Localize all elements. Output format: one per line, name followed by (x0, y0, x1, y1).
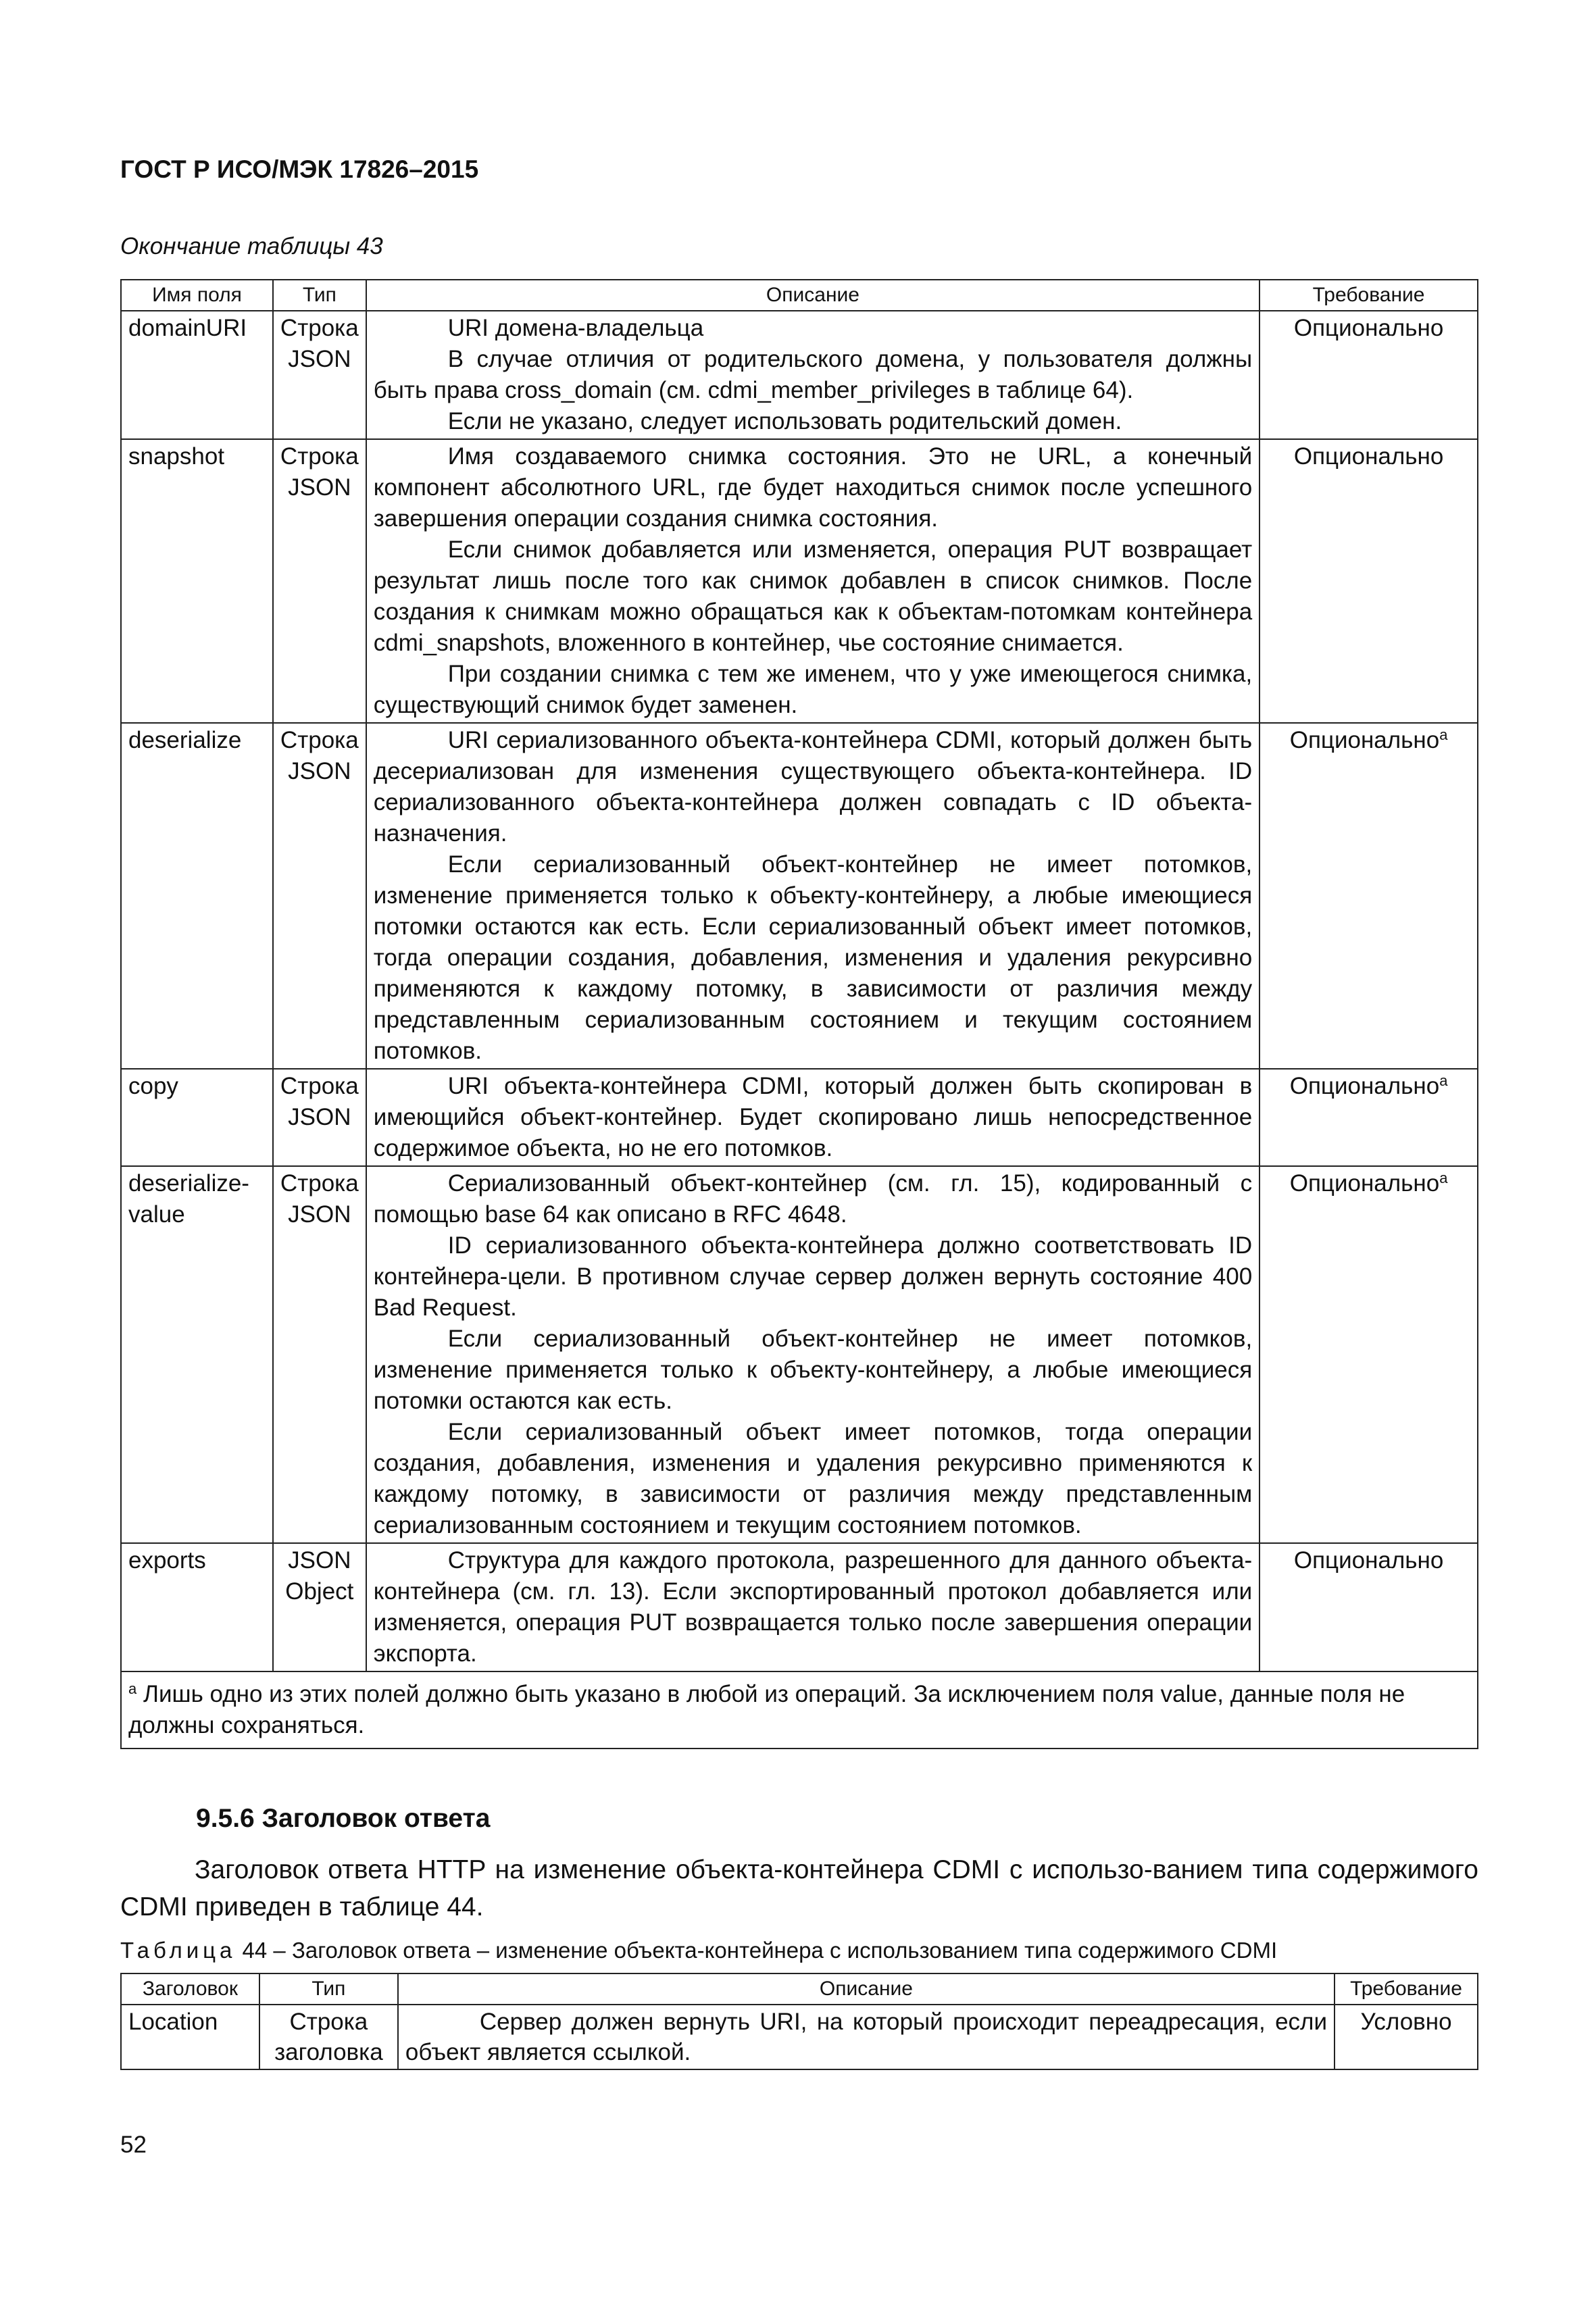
type-line: Строка (280, 315, 359, 341)
type-line: Строка (280, 443, 359, 470)
document-header: ГОСТ Р ИСО/МЭК 17826–2015 (120, 155, 479, 183)
table-footnote (121, 1671, 1478, 1749)
requirement-text: Опционально (1293, 315, 1444, 341)
type-line: Строка (289, 2009, 368, 2035)
field-name-cell: exports (121, 1543, 273, 1671)
requirement-text: Опционально (1293, 1547, 1444, 1574)
table-row (121, 311, 1478, 439)
description-paragraph: В случае отличия от родительского домена, у пользователя должны быть права cross_domain (см. cdmi_member_privileges в таблице 64). (373, 346, 1253, 403)
table-row (121, 1069, 1478, 1166)
table-43-caption: Окончание таблицы 43 (120, 233, 383, 259)
requirement-cell (1260, 723, 1478, 1069)
type-line: JSON (288, 1104, 351, 1130)
type-cell (273, 723, 366, 1069)
column-header: Требование (1260, 280, 1478, 311)
section-heading: 9.5.6 Заголовок ответа (196, 1804, 491, 1833)
column-header: Заголовок (121, 1973, 259, 2005)
column-header: Описание (398, 1973, 1335, 2005)
column-header: Описание (366, 280, 1260, 311)
type-line: заголовка (274, 2039, 383, 2065)
field-name-cell: deserialize (121, 723, 273, 1069)
table-row (121, 723, 1478, 1069)
requirement-cell (1260, 439, 1478, 723)
requirement-text: Опционально (1289, 727, 1440, 753)
type-line: JSON (288, 474, 351, 501)
type-line: JSON (288, 758, 351, 784)
type-line: Object (285, 1578, 354, 1605)
table-row (121, 1543, 1478, 1671)
footnote-row (121, 1671, 1478, 1749)
description-paragraph: Если сериализованный объект-контейнер не имеет потомков, изменение применяется только к объекту-контейнеру, а любые имеющиеся потомки остаются как есть. (373, 1326, 1253, 1414)
field-name-cell: domainURI (121, 311, 273, 439)
description-cell (366, 311, 1260, 439)
table-43 (120, 279, 1478, 1749)
description-paragraph: Структура для каждого протокола, разрешенного для данного объекта-контейнера (см. гл. 13). Если экспортированный протокол добавляется или изменяется, операция PUT возвращается только после завершения операции экспорта. (373, 1547, 1253, 1667)
table-44-caption-text: 44 – Заголовок ответа – изменение объекта-контейнера с использованием типа содержимого CDMI (236, 1938, 1278, 1963)
table-44-caption-label: Таблица (120, 1938, 236, 1963)
description-cell (366, 723, 1260, 1069)
field-name-cell: snapshot (121, 439, 273, 723)
type-cell (273, 1069, 366, 1166)
requirement-text: Опционально (1289, 1170, 1440, 1197)
description-cell (366, 439, 1260, 723)
type-line: JSON (288, 1201, 351, 1228)
table-row (121, 1166, 1478, 1543)
table-header-row (121, 280, 1478, 311)
footnote-marker: a (1439, 726, 1448, 743)
type-cell (273, 439, 366, 723)
description-cell (398, 2005, 1335, 2069)
description-paragraph: Сервер должен вернуть URI, на который происходит переадресация, если объект является ссылкой. (405, 2009, 1328, 2065)
column-header: Тип (259, 1973, 398, 2005)
requirement-cell: Условно (1335, 2005, 1478, 2069)
requirement-cell (1260, 1543, 1478, 1671)
column-header: Тип (273, 280, 366, 311)
table-44 (120, 1973, 1478, 2070)
description-cell (366, 1069, 1260, 1166)
description-cell (366, 1543, 1260, 1671)
description-paragraph: URI домена-владельца (447, 315, 704, 341)
description-paragraph: URI сериализованного объекта-контейнера CDMI, который должен быть десериализован для изменения существующего объекта-контейнера. ID сериализованного объекта-контейнера должен совпадать с ID объекта-назначения. (373, 727, 1253, 847)
description-paragraph: Если сериализованный объект-контейнер не имеет потомков, изменение применяется только к объекту-контейнеру, а любые имеющиеся потомки остаются как есть. Если сериализованный объект имеет потомков, тогда операции создания, добавления, изменения и удаления рекурсивно применяются к каждому потомку, в зависимости от различия между представленным сериализованным состоянием и текущим состоянием потомков. (373, 851, 1253, 1064)
table-row (121, 439, 1478, 723)
column-header: Требование (1335, 1973, 1478, 2005)
type-line: JSON (288, 346, 351, 372)
type-line: Строка (280, 1170, 359, 1197)
description-paragraph: При создании снимка с тем же именем, что у уже имеющегося снимка, существующий снимок будет заменен. (373, 661, 1253, 718)
type-cell (273, 1166, 366, 1543)
description-paragraph: Сериализованный объект-контейнер (см. гл. 15), кодированный с помощью base 64 как описано в RFC 4648. (373, 1170, 1253, 1228)
requirement-cell (1260, 311, 1478, 439)
field-name-cell: deserialize-value (121, 1166, 273, 1543)
footnote-marker: a (128, 1680, 137, 1697)
type-line: Строка (280, 727, 359, 753)
page-number: 52 (120, 2132, 147, 2158)
field-name-cell: copy (121, 1069, 273, 1166)
section-paragraph: Заголовок ответа HTTP на изменение объекта-контейнера CDMI с использо-ванием типа содержимого CDMI приведен в таблице 44. (120, 1855, 1478, 1921)
type-cell (273, 1543, 366, 1671)
column-header: Имя поля (121, 280, 273, 311)
requirement-text: Опционально (1289, 1073, 1440, 1099)
table-44-caption (120, 1938, 1277, 1963)
header-name-cell: Location (121, 2005, 259, 2069)
requirement-cell (1260, 1069, 1478, 1166)
footnote-text: Лишь одно из этих полей должно быть указано в любой из операций. За исключением поля value, данные поля не должны сохраняться. (128, 1681, 1405, 1738)
type-line: JSON (288, 1547, 351, 1574)
type-line: Строка (280, 1073, 359, 1099)
description-paragraph: Если снимок добавляется или изменяется, операция PUT возвращает результат лишь после того как снимок добавлен в список снимков. После создания к снимкам можно обращаться как к объектам-потомкам контейнера cdmi_snapshots, вложенного в контейнер, чье состояние снимается. (373, 536, 1253, 656)
description-paragraph: Имя создаваемого снимка состояния. Это не URL, а конечный компонент абсолютного URL, где будет находиться снимок после успешного завершения операции создания снимка состояния. (373, 443, 1253, 532)
description-paragraph: Если не указано, следует использовать родительский домен. (447, 408, 1122, 434)
description-paragraph: ID сериализованного объекта-контейнера должно соответствовать ID контейнера-цели. В противном случае сервер должен вернуть состояние 400 Bad Request. (373, 1232, 1253, 1321)
footnote-marker: a (1439, 1169, 1448, 1186)
description-paragraph: URI объекта-контейнера CDMI, который должен быть скопирован в имеющийся объект-контейнер. Будет скопировано лишь непосредственное содержимое объекта, но не его потомков. (373, 1073, 1253, 1161)
requirement-cell (1260, 1166, 1478, 1543)
table-row (121, 2005, 1478, 2069)
type-cell (273, 311, 366, 439)
requirement-text: Опционально (1293, 443, 1444, 470)
footnote-marker: a (1439, 1072, 1448, 1089)
description-cell (366, 1166, 1260, 1543)
description-paragraph: Если сериализованный объект имеет потомков, тогда операции создания, добавления, изменения и удаления рекурсивно применяются к каждому потомку, в зависимости от различия между представленным сериализованным состоянием и текущим состоянием потомков. (373, 1419, 1253, 1538)
type-cell (259, 2005, 398, 2069)
table-header-row (121, 1973, 1478, 2005)
